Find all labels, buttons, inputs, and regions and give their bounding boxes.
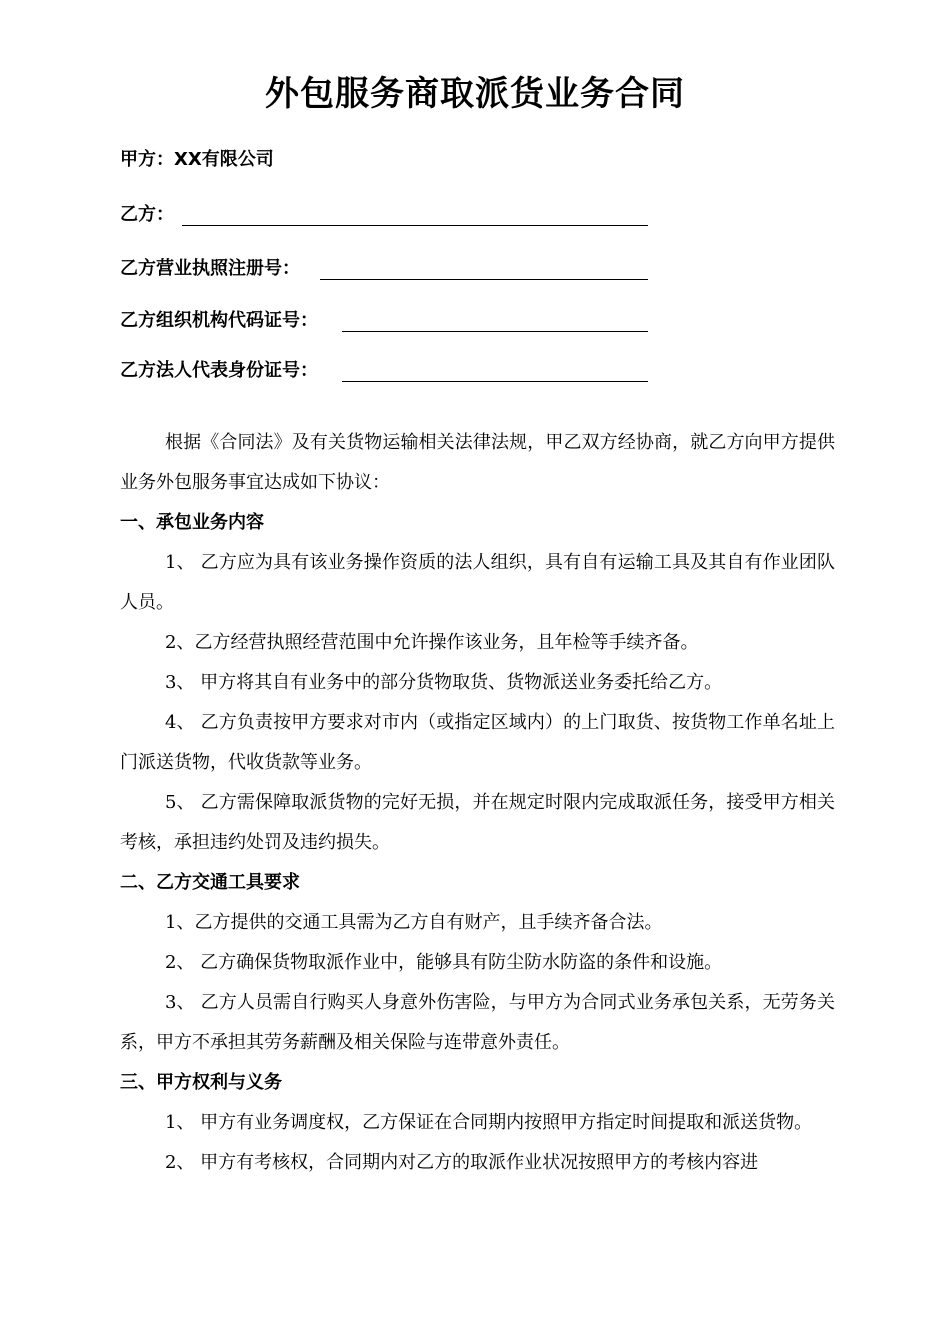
clause: 1、 甲方有业务调度权，乙方保证在合同期内按照甲方指定时间提取和派送货物。 xyxy=(165,1112,813,1133)
legal-rep-id-label: 乙方法人代表身份证号： xyxy=(120,360,318,381)
license-number-field xyxy=(120,256,648,282)
clause: 4、 乙方负责按甲方要求对市内（或指定区域内）的上门取货、按货物工作单名址上门派送货物，代收货款等业务。 xyxy=(120,712,835,773)
org-code-blank-line[interactable] xyxy=(342,331,648,332)
section-heading: 二、乙方交通工具要求 xyxy=(120,872,300,893)
party-b-blank-line[interactable] xyxy=(182,225,648,226)
legal-rep-id-field xyxy=(120,358,648,384)
license-number-blank-line[interactable] xyxy=(320,279,648,280)
section-heading: 三、甲方权利与义务 xyxy=(120,1072,282,1093)
clause: 3、 乙方人员需自行购买人身意外伤害险，与甲方为合同式业务承包关系，无劳务关系，甲方不承担其劳务薪酬及相关保险与连带意外责任。 xyxy=(120,992,835,1053)
clause: 2、 乙方确保货物取派作业中，能够具有防尘防水防盗的条件和设施。 xyxy=(165,952,723,973)
org-code-label: 乙方组织机构代码证号： xyxy=(120,310,318,331)
section-heading: 一、承包业务内容 xyxy=(120,512,264,533)
document-title: 外包服务商取派货业务合同 xyxy=(265,74,685,114)
org-code-field xyxy=(120,308,648,334)
party-b-field xyxy=(120,202,648,228)
clause: 2、乙方经营执照经营范围中允许操作该业务，且年检等手续齐备。 xyxy=(165,632,699,653)
license-number-label: 乙方营业执照注册号： xyxy=(120,258,300,279)
clause: 2、 甲方有考核权，合同期内对乙方的取派作业状况按照甲方的考核内容进 xyxy=(165,1152,759,1173)
contract-body xyxy=(120,423,835,1183)
party-a-value: XX有限公司 xyxy=(174,149,274,170)
intro-paragraph: 根据《合同法》及有关货物运输相关法律法规，甲乙双方经协商，就乙方向甲方提供业务外包服务事宜达成如下协议： xyxy=(120,432,835,493)
clause: 1、乙方提供的交通工具需为乙方自有财产，且手续齐备合法。 xyxy=(165,912,663,933)
party-b-label: 乙方： xyxy=(120,204,174,225)
party-a-label: 甲方： xyxy=(120,149,174,170)
party-a-field xyxy=(120,147,274,173)
legal-rep-id-blank-line[interactable] xyxy=(342,381,648,382)
clause: 1、 乙方应为具有该业务操作资质的法人组织，具有自有运输工具及其自有作业团队人员。 xyxy=(120,552,835,613)
clause: 3、 甲方将其自有业务中的部分货物取货、货物派送业务委托给乙方。 xyxy=(165,672,723,693)
clause: 5、 乙方需保障取派货物的完好无损，并在规定时限内完成取派任务，接受甲方相关考核，承担违约处罚及违约损失。 xyxy=(120,792,835,853)
